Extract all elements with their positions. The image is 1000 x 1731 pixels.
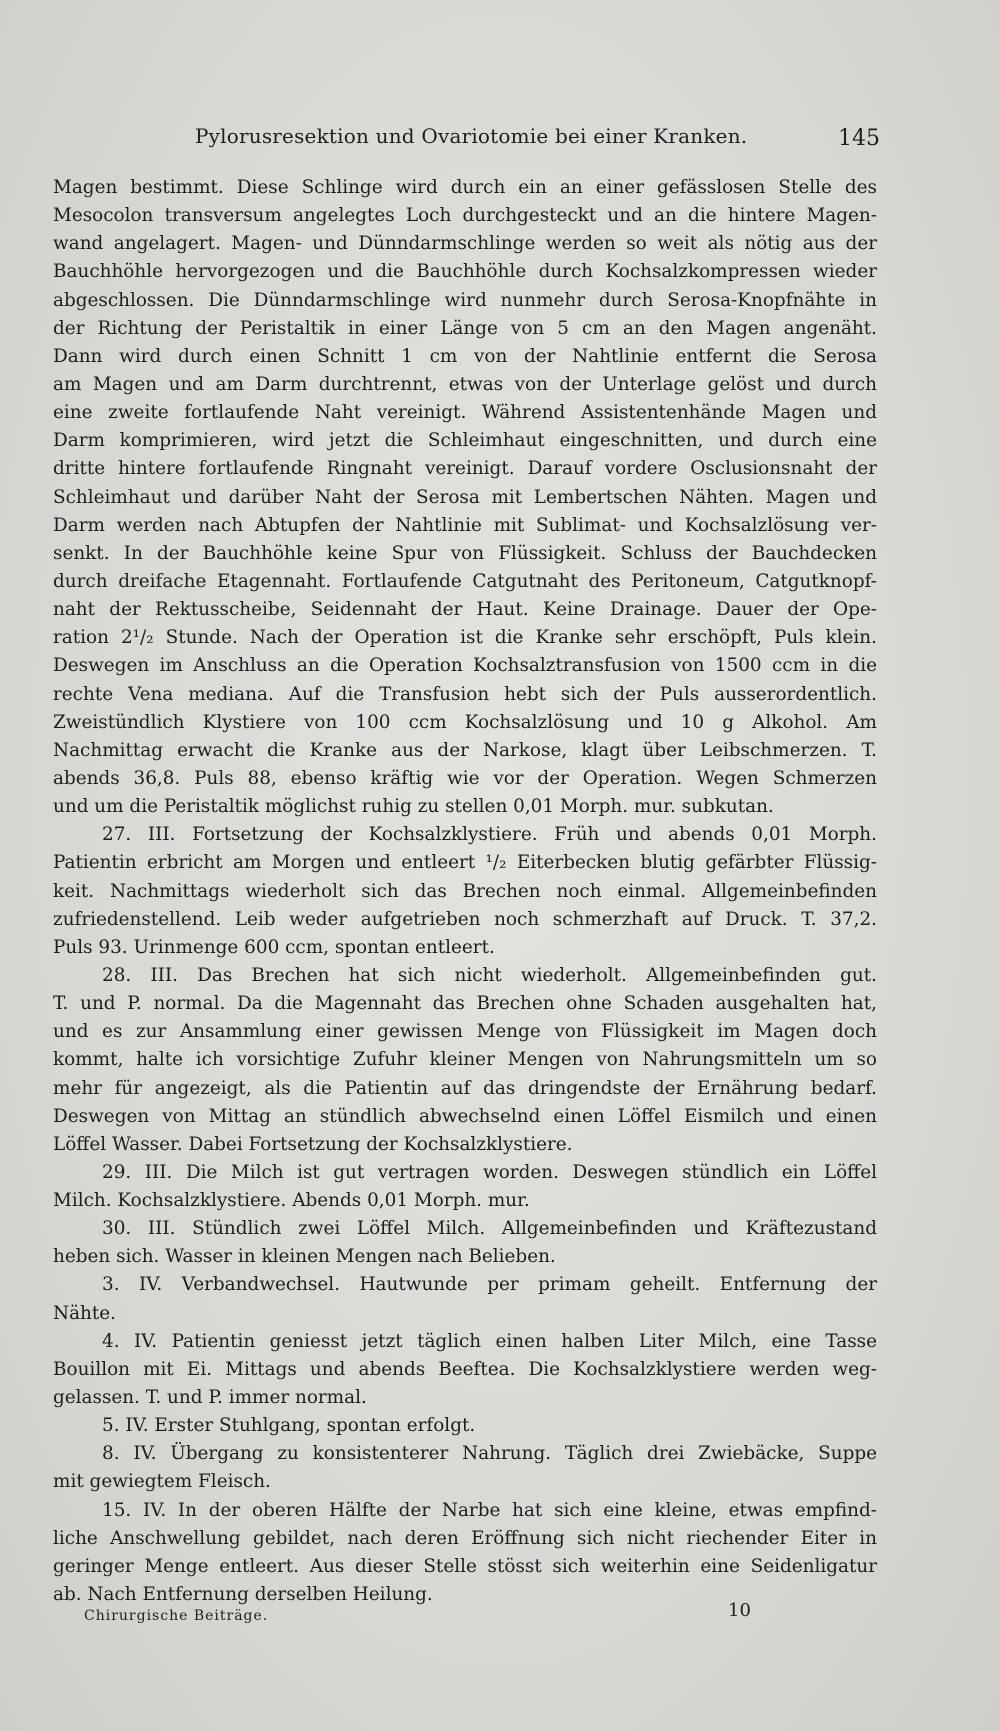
text-line: 29. III. Die Milch ist gut vertragen worden. Deswegen stündlich ein Löffel bbox=[102, 1161, 877, 1183]
text-line: eine zweite fortlaufende Naht vereinigt. Während Assistentenhände Magen und bbox=[53, 402, 877, 424]
text-line: kommt, halte ich vorsichtige Zufuhr kleiner Mengen von Nahrungsmitteln um so bbox=[53, 1049, 877, 1071]
text-line: Patientin erbricht am Morgen und entleert ¹/₂ Eiterbecken blutig gefärbter Flüssig- bbox=[53, 852, 877, 874]
text-line: heben sich. Wasser in kleinen Mengen nach Belieben. bbox=[53, 1246, 556, 1268]
text-line: Puls 93. Urinmenge 600 ccm, spontan entleert. bbox=[53, 936, 495, 958]
text-line: ration 2¹/₂ Stunde. Nach der Operation ist die Kranke sehr erschöpft, Puls klein. bbox=[53, 627, 877, 649]
text-line: Nähte. bbox=[53, 1302, 117, 1324]
text-line: Magen bestimmt. Diese Schlinge wird durch ein an einer gefässlosen Stelle des bbox=[53, 177, 877, 198]
text-line: und es zur Ansammlung einer gewissen Menge von Flüssigkeit im Magen doch bbox=[53, 1021, 877, 1043]
text-line: keit. Nachmittags wiederholt sich das Brechen noch einmal. Allgemeinbefinden bbox=[53, 880, 877, 902]
text-line: Bauchhöhle hervorgezogen und die Bauchhöhle durch Kochsalzkompressen wieder bbox=[53, 261, 877, 283]
text-line: wand angelagert. Magen- und Dünndarmschlinge werden so weit als nötig aus der bbox=[53, 233, 877, 255]
text-line: Darm werden nach Abtupfen der Nahtlinie mit Sublimat- und Kochsalzlösung ver- bbox=[53, 514, 877, 536]
text-line: 4. IV. Patientin geniesst jetzt täglich einen halben Liter Milch, eine Tasse bbox=[102, 1330, 877, 1352]
signature-mark: Chirurgische Beiträge. bbox=[84, 1608, 269, 1624]
footer bbox=[0, 1598, 1000, 1638]
text-line: Zweistündlich Klystiere von 100 ccm Kochsalzlösung und 10 g Alkohol. Am bbox=[53, 711, 877, 733]
text-line: Bouillon mit Ei. Mittags und abends Beeftea. Die Kochsalzklystiere werden weg- bbox=[53, 1358, 877, 1380]
text-line: 8. IV. Übergang zu konsistenterer Nahrung. Täglich drei Zwiebäcke, Suppe bbox=[102, 1443, 877, 1465]
body-text bbox=[53, 174, 877, 1609]
text-line: am Magen und am Darm durchtrennt, etwas von der Unterlage gelöst und durch bbox=[53, 373, 877, 395]
text-line: Schleimhaut und darüber Naht der Serosa mit Lembertschen Nähten. Magen und bbox=[53, 486, 877, 508]
text-line: Milch. Kochsalzklystiere. Abends 0,01 Morph. mur. bbox=[53, 1190, 530, 1212]
page-number: 145 bbox=[838, 126, 880, 151]
text-line: und um die Peristaltik möglichst ruhig zu stellen 0,01 Morph. mur. subkutan. bbox=[53, 796, 774, 818]
text-line: T. und P. normal. Da die Magennaht das Brechen ohne Schaden ausgehalten hat, bbox=[53, 993, 877, 1015]
text-line: Deswegen von Mittag an stündlich abwechselnd einen Löffel Eismilch und einen bbox=[53, 1105, 877, 1127]
text-line: 30. III. Stündlich zwei Löffel Milch. Allgemeinbefinden und Kräftezustand bbox=[102, 1218, 877, 1240]
text-line: ab. Nach Entfernung derselben Heilung. bbox=[53, 1584, 433, 1606]
text-line: abgeschlossen. Die Dünndarmschlinge wird nunmehr durch Serosa-Knopfnähte in bbox=[53, 289, 877, 311]
text-line: Deswegen im Anschluss an die Operation Kochsalztransfusion von 1500 ccm in die bbox=[53, 655, 877, 677]
text-line: Mesocolon transversum angelegtes Loch durchgesteckt und an die hintere Magen- bbox=[53, 205, 877, 227]
text-line: geringer Menge entleert. Aus dieser Stelle stösst sich weiterhin eine Seidenligatur bbox=[53, 1555, 877, 1577]
text-line: senkt. In der Bauchhöhle keine Spur von Flüssigkeit. Schluss der Bauchdecken bbox=[53, 542, 877, 564]
text-line: Nachmittag erwacht die Kranke aus der Narkose, klagt über Leibschmerzen. T. bbox=[53, 739, 877, 761]
text-line: abends 36,8. Puls 88, ebenso kräftig wie vor der Operation. Wegen Schmerzen bbox=[53, 767, 877, 789]
text-line: liche Anschwellung gebildet, nach deren Eröffnung sich nicht riechender Eiter in bbox=[53, 1527, 877, 1549]
text-line: rechte Vena mediana. Auf die Transfusion hebt sich der Puls ausserordentlich. bbox=[53, 683, 877, 705]
text-line: 15. IV. In der oberen Hälfte der Narbe hat sich eine kleine, etwas empfind- bbox=[102, 1499, 877, 1521]
text-line: gelassen. T. und P. immer normal. bbox=[53, 1387, 367, 1409]
text-line: Löffel Wasser. Dabei Fortsetzung der Kochsalzklystiere. bbox=[53, 1133, 573, 1155]
text-line: 5. IV. Erster Stuhlgang, spontan erfolgt. bbox=[102, 1415, 476, 1437]
text-line: der Richtung der Peristaltik in einer Länge von 5 cm an den Magen angenäht. bbox=[53, 317, 877, 339]
running-head bbox=[0, 118, 1000, 158]
running-title: Pylorusresektion und Ovariotomie bei einer Kranken. bbox=[195, 124, 748, 148]
text-line: durch dreifache Etagennaht. Fortlaufende Catgutnaht des Peritoneum, Catgutknopf- bbox=[53, 570, 877, 592]
text-line: 3. IV. Verbandwechsel. Hautwunde per primam geheilt. Entfernung der bbox=[102, 1274, 877, 1296]
text-line: 27. III. Fortsetzung der Kochsalzklystiere. Früh und abends 0,01 Morph. bbox=[102, 824, 877, 846]
text-line: naht der Rektusscheibe, Seidennaht der Haut. Keine Drainage. Dauer der Ope- bbox=[53, 599, 877, 621]
text-line: Darm komprimieren, wird jetzt die Schleimhaut eingeschnitten, und durch eine bbox=[53, 430, 877, 452]
text-line: dritte hintere fortlaufende Ringnaht vereinigt. Darauf vordere Osclusionsnaht der bbox=[53, 458, 877, 480]
text-line: 28. III. Das Brechen hat sich nicht wiederholt. Allgemeinbefinden gut. bbox=[102, 964, 877, 986]
signature-number: 10 bbox=[728, 1600, 751, 1621]
text-line: mehr für angezeigt, als die Patientin auf das dringendste der Ernährung bedarf. bbox=[53, 1077, 877, 1099]
text-line: mit gewiegtem Fleisch. bbox=[53, 1471, 271, 1493]
text-line: zufriedenstellend. Leib weder aufgetrieben noch schmerzhaft auf Druck. T. 37,2. bbox=[53, 908, 877, 930]
text-line: Dann wird durch einen Schnitt 1 cm von der Nahtlinie entfernt die Serosa bbox=[53, 345, 877, 367]
